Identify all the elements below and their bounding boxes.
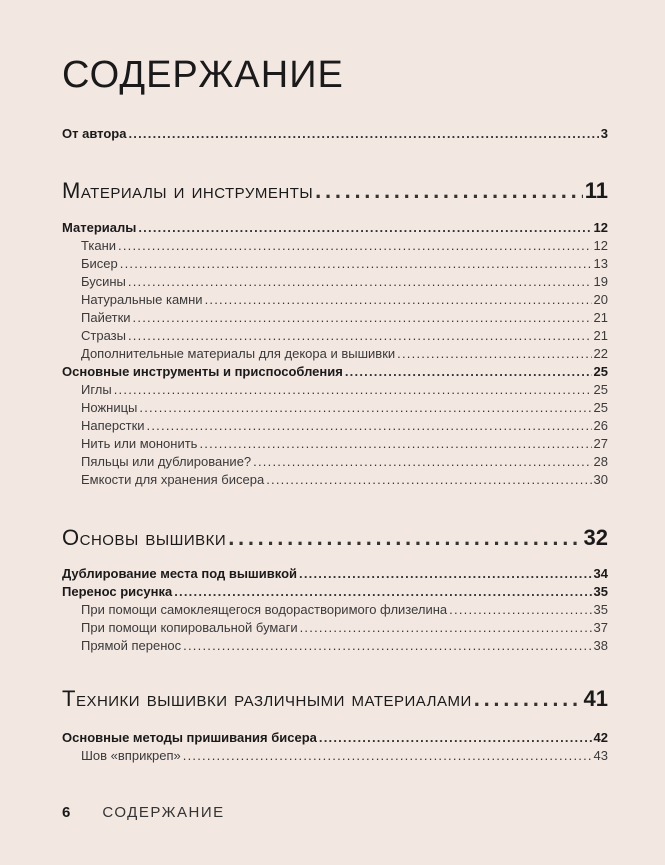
toc-sub[interactable] <box>62 620 608 638</box>
dot-leader <box>300 620 592 635</box>
toc-entry-wrapper <box>62 328 608 346</box>
dot-leader <box>319 730 592 745</box>
toc-entry-title: Прямой перенос <box>81 638 182 653</box>
toc-section[interactable] <box>62 584 608 602</box>
dot-leader <box>474 686 582 712</box>
toc-entry-title: Материалы и инструменты <box>62 178 314 203</box>
toc-entry-page: 32 <box>583 525 608 550</box>
toc-entry-page: 20 <box>593 292 608 307</box>
toc-entry-title: Перенос рисунка <box>62 584 173 599</box>
dot-leader <box>199 436 591 451</box>
toc-entry-title: Пайетки <box>81 310 131 325</box>
toc-sub[interactable] <box>62 238 608 256</box>
dot-leader <box>299 566 592 581</box>
toc-entry-wrapper <box>62 472 608 490</box>
dot-leader <box>128 328 592 343</box>
toc-entry-title: Основы вышивки <box>62 525 227 550</box>
toc-chapter[interactable] <box>62 686 608 716</box>
toc-entry-title: Основные методы пришивания бисера <box>62 730 317 745</box>
toc-entry-page: 25 <box>593 364 608 379</box>
toc-entry-page: 12 <box>593 220 608 235</box>
toc-entry-title: Техники вышивки различными материалами <box>62 686 472 711</box>
toc-entry-wrapper <box>62 525 608 555</box>
toc-entry-page: 43 <box>593 748 608 763</box>
toc-entry-page: 21 <box>593 328 608 343</box>
toc-entry-page: 26 <box>593 418 608 433</box>
toc-entry-page: 27 <box>593 436 608 451</box>
toc-entry-page: 34 <box>593 566 608 581</box>
toc-entry-title: При помощи копировальной бумаги <box>81 620 298 635</box>
toc-entry-page: 42 <box>593 730 608 745</box>
toc-entry-wrapper <box>62 364 608 382</box>
dot-leader <box>118 238 592 253</box>
toc-sub[interactable] <box>62 274 608 292</box>
toc-entry-wrapper <box>62 602 608 620</box>
toc-sub[interactable] <box>62 256 608 274</box>
dot-leader <box>266 472 591 487</box>
toc-entry-title: Ножницы <box>81 400 138 415</box>
toc-entry-wrapper <box>62 382 608 400</box>
footer-title: СОДЕРЖАНИЕ <box>102 804 225 821</box>
toc-entry-title: Материалы <box>62 220 137 235</box>
toc-sub[interactable] <box>62 400 608 418</box>
toc-entry-wrapper <box>62 346 608 364</box>
toc-entry-page: 38 <box>593 638 608 653</box>
footer-page-number: 6 <box>62 804 71 821</box>
toc-entry-page: 35 <box>593 602 608 617</box>
toc-entry-page: 12 <box>593 238 608 253</box>
toc-entry-wrapper <box>62 730 608 748</box>
toc-entry-wrapper <box>62 178 608 208</box>
dot-leader <box>174 584 591 599</box>
toc-entry-wrapper <box>62 310 608 328</box>
toc-entry-wrapper <box>62 436 608 454</box>
dot-leader <box>315 178 583 204</box>
toc-entry-title: От автора <box>62 126 127 141</box>
toc-entry-page: 19 <box>593 274 608 289</box>
dot-leader <box>128 126 598 141</box>
toc-entry-page: 28 <box>593 454 608 469</box>
toc-entry-wrapper <box>62 238 608 256</box>
toc-entry-page: 25 <box>593 400 608 415</box>
toc-section[interactable] <box>62 126 608 144</box>
toc-chapter[interactable] <box>62 178 608 208</box>
toc-entry-wrapper <box>62 748 608 766</box>
toc-sub[interactable] <box>62 346 608 364</box>
toc-entry-wrapper <box>62 292 608 310</box>
toc-entry-wrapper <box>62 400 608 418</box>
toc-entry-title: Емкости для хранения бисера <box>81 472 265 487</box>
dot-leader <box>139 400 591 415</box>
page-title: СОДЕРЖАНИЕ <box>62 54 344 96</box>
toc-entry-wrapper <box>62 620 608 638</box>
toc-entry-title: Шов «вприкреп» <box>81 748 181 763</box>
toc-entry-page: 21 <box>593 310 608 325</box>
toc-entry-wrapper <box>62 220 608 238</box>
dot-leader <box>397 346 591 361</box>
toc-entry-wrapper <box>62 638 608 656</box>
dot-leader <box>183 638 591 653</box>
toc-entry-title: Ткани <box>81 238 117 253</box>
toc-entry-page: 25 <box>593 382 608 397</box>
page-footer <box>62 804 225 821</box>
dot-leader <box>147 418 592 433</box>
dot-leader <box>345 364 592 379</box>
dot-leader <box>228 525 581 551</box>
dot-leader <box>133 310 592 325</box>
toc-section[interactable] <box>62 364 608 382</box>
toc-entry-page: 30 <box>593 472 608 487</box>
toc-entry-page: 13 <box>593 256 608 271</box>
toc-entry-title: Дополнительные материалы для декора и вышивки <box>81 346 396 361</box>
toc-entry-title: Пяльцы или дублирование? <box>81 454 252 469</box>
toc-entry-page: 41 <box>583 686 608 711</box>
toc-sub[interactable] <box>62 602 608 620</box>
toc-entry-wrapper <box>62 454 608 472</box>
dot-leader <box>120 256 592 271</box>
dot-leader <box>128 274 592 289</box>
toc-sub[interactable] <box>62 292 608 310</box>
dot-leader <box>205 292 592 307</box>
toc-sub[interactable] <box>62 638 608 656</box>
toc-entry-title: Дублирование места под вышивкой <box>62 566 298 581</box>
toc-entry-page: 35 <box>593 584 608 599</box>
toc-entry-page: 37 <box>593 620 608 635</box>
toc-entry-title: Нить или мононить <box>81 436 198 451</box>
toc-sub[interactable] <box>62 472 608 490</box>
toc-entry-title: Бусины <box>81 274 126 289</box>
dot-leader <box>449 602 591 617</box>
toc-sub[interactable] <box>62 748 608 766</box>
toc-sub[interactable] <box>62 418 608 436</box>
toc-entry-wrapper <box>62 274 608 292</box>
toc-sub[interactable] <box>62 310 608 328</box>
toc-entry-wrapper <box>62 584 608 602</box>
toc-sub[interactable] <box>62 436 608 454</box>
toc-entry-page: 3 <box>600 126 608 141</box>
toc-entry-title: Бисер <box>81 256 118 271</box>
toc-entry-title: Иглы <box>81 382 112 397</box>
toc-entry-title: Наперстки <box>81 418 145 433</box>
toc-chapter[interactable] <box>62 525 608 555</box>
toc-section[interactable] <box>62 566 608 584</box>
toc-sub[interactable] <box>62 328 608 346</box>
dot-leader <box>114 382 592 397</box>
dot-leader <box>183 748 592 763</box>
toc-entry-title: Основные инструменты и приспособления <box>62 364 343 379</box>
toc-entry-wrapper <box>62 418 608 436</box>
toc-entry-page: 22 <box>593 346 608 361</box>
toc-sub[interactable] <box>62 454 608 472</box>
toc-sub[interactable] <box>62 382 608 400</box>
toc-entry-title: Стразы <box>81 328 126 343</box>
dot-leader <box>138 220 591 235</box>
dot-leader <box>253 454 591 469</box>
toc-entry-title: Натуральные камни <box>81 292 203 307</box>
toc-entry-wrapper <box>62 256 608 274</box>
toc-section[interactable] <box>62 730 608 748</box>
toc-entry-title: При помощи самоклеящегося водорастворимого флизелина <box>81 602 448 617</box>
toc-section[interactable] <box>62 220 608 238</box>
toc-entry-page: 11 <box>584 178 608 203</box>
toc-entry-wrapper <box>62 566 608 584</box>
toc-entry-wrapper <box>62 686 608 716</box>
toc-entry-wrapper <box>62 126 608 144</box>
